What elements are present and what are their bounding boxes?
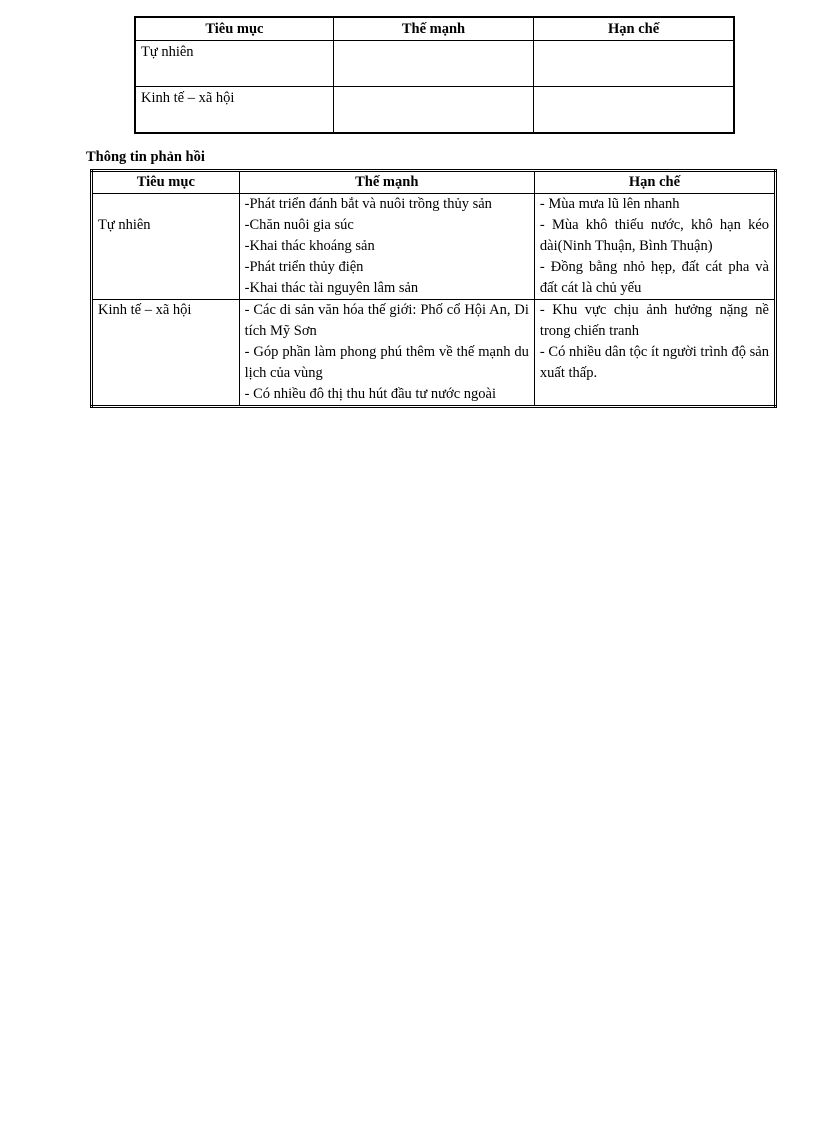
feedback-header-limits: Hạn chế — [534, 171, 775, 194]
feedback-header-topic: Tiêu mục — [92, 171, 240, 194]
list-item: -Phát triển thủy điện — [244, 259, 364, 275]
list-item: - Có nhiều dân tộc ít người trình độ sản xuất thấp. — [539, 344, 769, 381]
feedback-title: Thông tin phản hồi — [86, 149, 205, 165]
worksheet-cell-topic: Kinh tế – xã hội — [135, 87, 333, 134]
worksheet-cell-limits — [534, 41, 734, 87]
worksheet-cell-limits — [534, 87, 734, 134]
worksheet-header-strengths: Thế mạnh — [333, 17, 533, 41]
list-item: - Khu vực chịu ảnh hưởng nặng nề trong chiến tranh — [539, 302, 769, 339]
feedback-cell-limits — [534, 300, 775, 407]
feedback-row-nature — [92, 194, 776, 300]
feedback-cell-strengths — [239, 300, 534, 407]
list-item: - Đồng bằng nhỏ hẹp, đất cát pha và đất cát là chủ yếu — [539, 259, 769, 296]
worksheet-cell-topic: Tự nhiên — [135, 41, 333, 87]
feedback-cell-limits — [534, 194, 775, 300]
feedback-cell-strengths — [239, 194, 534, 300]
feedback-cell-topic: Tự nhiên — [92, 194, 240, 300]
list-item: -Khai thác tài nguyên lâm sản — [244, 280, 419, 296]
list-item: - Mùa khô thiếu nước, khô hạn kéo dài(Ninh Thuận, Bình Thuận) — [539, 217, 769, 254]
worksheet-row-socioeconomic — [135, 87, 734, 134]
worksheet-header-limits: Hạn chế — [534, 17, 734, 41]
list-item: -Khai thác khoáng sản — [244, 238, 375, 254]
feedback-table — [90, 169, 777, 408]
feedback-header-strengths: Thế mạnh — [239, 171, 534, 194]
worksheet-header-row — [135, 17, 734, 41]
feedback-row-socioeconomic — [92, 300, 776, 407]
worksheet-cell-strengths — [333, 41, 533, 87]
worksheet-header-topic: Tiêu mục — [135, 17, 333, 41]
list-item: - Các di sản văn hóa thế giới: Phố cổ Hội An, Di tích Mỹ Sơn — [244, 302, 529, 339]
feedback-cell-topic: Kinh tế – xã hội — [92, 300, 240, 407]
feedback-header-row — [92, 171, 776, 194]
list-item: -Chăn nuôi gia súc — [244, 217, 354, 233]
worksheet-table — [134, 16, 735, 134]
list-item: -Phát triển đánh bắt và nuôi trồng thủy sản — [244, 196, 492, 212]
list-item: - Có nhiều đô thị thu hút đầu tư nước ngoài — [244, 386, 496, 402]
worksheet-cell-strengths — [333, 87, 533, 134]
worksheet-row-nature — [135, 41, 734, 87]
list-item: - Mùa mưa lũ lên nhanh — [539, 196, 680, 212]
list-item: - Góp phần làm phong phú thêm về thế mạnh du lịch của vùng — [244, 344, 529, 381]
